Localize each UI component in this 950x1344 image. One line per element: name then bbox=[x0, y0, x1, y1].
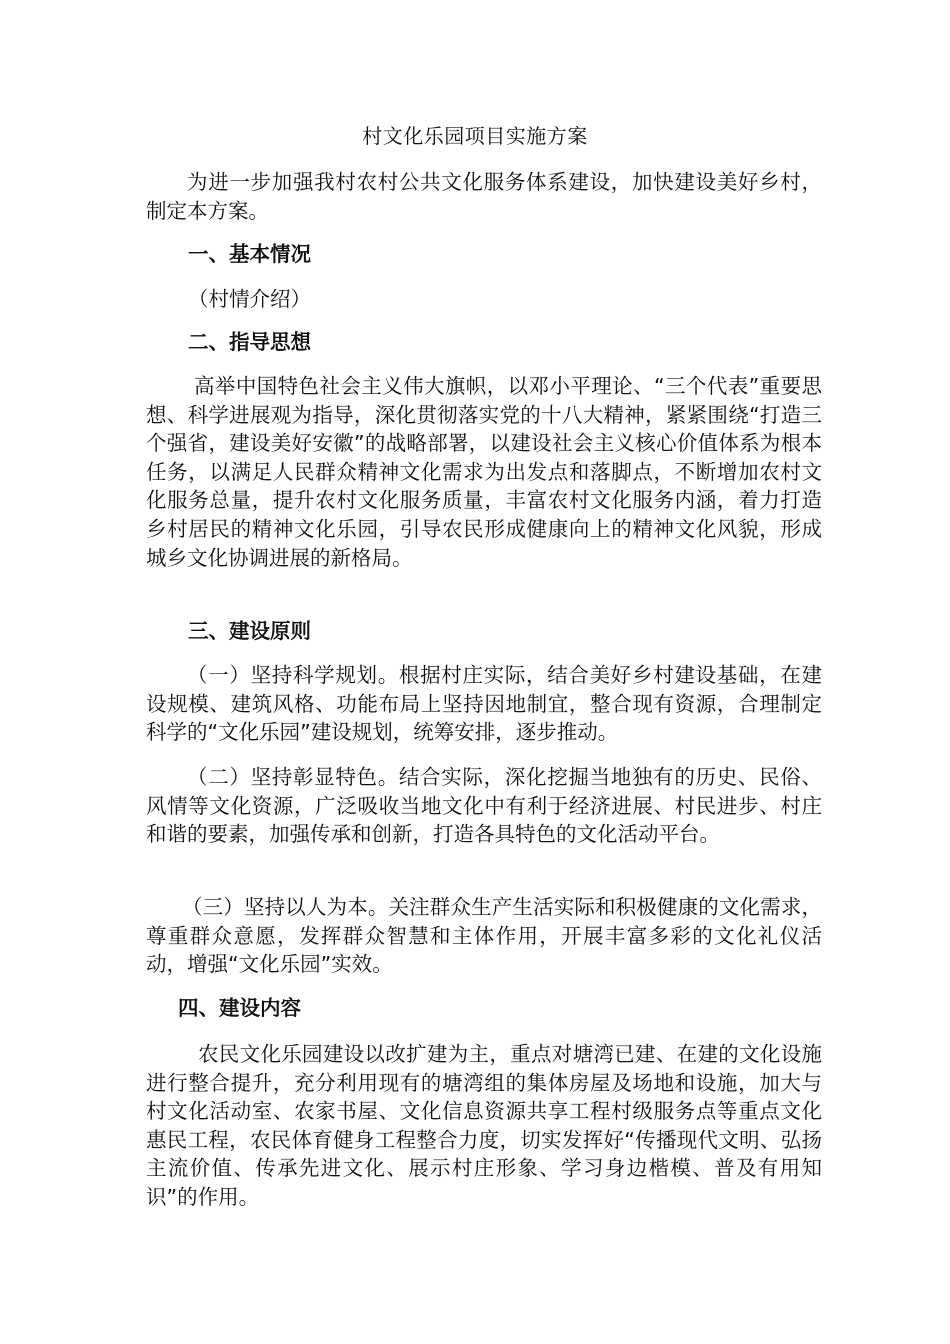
section-heading-principles: 三、建设原则 bbox=[188, 619, 311, 643]
guiding-ideology-paragraph: 高举中国特色社会主义伟大旗帜，以邓小平理论、“三个代表”重要思想、科学进展观为指导，深化贯彻落实党的十八大精神，紧紧围绕“打造三个强省，建设美好安徽”的战略部署，以建设社会主义核心价值体系为根本任务，以满足人民群众精神文化需求为出发点和落脚点，不断增加农村文化服务总量，提升农村文化服务质量，丰富农村文化服务内涵，着力打造乡村居民的精神文化乐园，引导农民形成健康向上的精神文化风貌，形成城乡文化协调进展的新格局。 bbox=[146, 374, 822, 570]
principle-3-paragraph: （三）坚持以人为本。关注群众生产生活实际和积极健康的文化需求，尊重群众意愿，发挥群众智慧和主体作用，开展丰富多彩的文化礼仪活动，增强“文化乐园”实效。 bbox=[146, 895, 822, 977]
construction-content-paragraph: 农民文化乐园建设以改扩建为主，重点对塘湾已建、在建的文化设施进行整合提升，充分利用现有的塘湾组的集体房屋及场地和设施，加大与村文化活动室、农家书屋、文化信息资源共享工程村级服务点等重点文化惠民工程，农民体育健身工程整合力度，切实发挥好“传播现代文明、弘扬主流价值、传承先进文化、展示村庄形象、学习身边楷模、普及有用知识”的作用。 bbox=[146, 1042, 822, 1209]
intro-paragraph: 为进一步加强我村农村公共文化服务体系建设，加快建设美好乡村，制定本方案。 bbox=[146, 170, 822, 223]
section-heading-guiding-ideology: 二、指导思想 bbox=[188, 330, 311, 354]
principle-1-paragraph: （一）坚持科学规划。根据村庄实际，结合美好乡村建设基础，在建设规模、建筑风格、功能布局上坚持因地制宜，整合现有资源，合理制定科学的“文化乐园”建设规划，统筹安排，逐步推动。 bbox=[146, 663, 822, 745]
document-title: 村文化乐园项目实施方案 bbox=[362, 124, 588, 148]
principle-2-paragraph: （二）坚持彰显特色。结合实际，深化挖掘当地独有的历史、民俗、风情等文化资源，广泛吸收当地文化中有利于经济进展、村民进步、村庄和谐的要素，加强传承和创新，打造各具特色的文化活动平台。 bbox=[146, 765, 822, 847]
section-heading-construction-content: 四、建设内容 bbox=[178, 996, 301, 1020]
village-intro-placeholder: （村情介绍） bbox=[188, 287, 311, 311]
section-heading-basic-situation: 一、基本情况 bbox=[188, 242, 311, 266]
